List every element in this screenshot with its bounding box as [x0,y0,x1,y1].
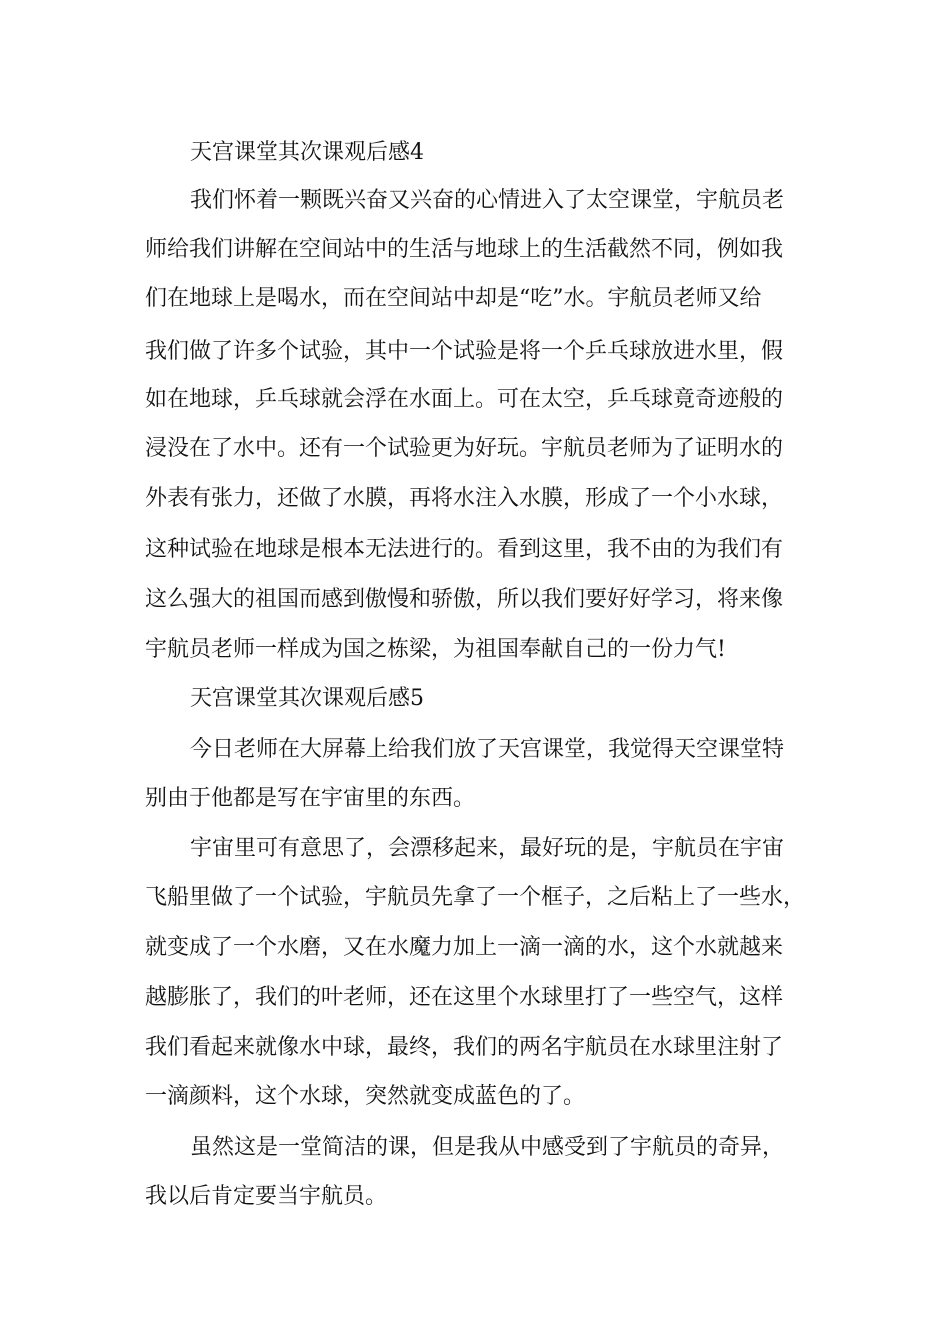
text-line: 我们怀着一颗既兴奋又兴奋的心情进入了太空课堂，宇航员老 [190,188,785,213]
text-line: 今日老师在大屏幕上给我们放了天宫课堂，我觉得天空课堂特 [190,737,785,762]
text-line: 如在地球，乒乓球就会浮在水面上。可在太空，乒乓球竟奇迹般的 [145,387,784,412]
text-line: 浸没在了水中。还有一个试验更为好玩。宇航员老师为了证明水的 [145,436,784,461]
text-line: 这么强大的祖国而感到傲慢和骄傲，所以我们要好好学习，将来像 [145,587,784,612]
text-line: 我们做了许多个试验，其中一个试验是将一个乒乓球放进水里，假 [145,339,784,364]
text-line: 这种试验在地球是根本无法进行的。看到这里，我不由的为我们有 [145,537,784,562]
text-line: 我们看起来就像水中球，最终，我们的两名宇航员在水球里注射了 [145,1035,784,1060]
text-line: 们在地球上是喝水，而在空间站中却是“吃”水。宇航员老师又给 [145,286,762,311]
text-line: 宇宙里可有意思了，会漂移起来，最好玩的是，宇航员在宇宙 [190,836,785,861]
text-line: 宇航员老师一样成为国之栋梁，为祖国奉献自己的一份力气! [145,637,726,662]
text-line: 别由于他都是写在宇宙里的东西。 [145,786,476,811]
text-line: 飞船里做了一个试验，宇航员先拿了一个框子，之后粘上了一些水， [145,885,806,910]
text-line: 师给我们讲解在空间站中的生活与地球上的生活截然不同，例如我 [145,237,784,262]
text-line: 我以后肯定要当宇航员。 [145,1184,388,1209]
text-line: 越膨胀了，我们的叶老师，还在这里个水球里打了一些空气，这样 [145,985,784,1010]
text-line: 一滴颜料，这个水球，突然就变成蓝色的了。 [145,1084,586,1109]
section-heading-4: 天宫课堂其次课观后感4 [190,140,424,165]
text-line: 就变成了一个水磨，又在水魔力加上一滴一滴的水，这个水就越来 [145,935,784,960]
section-heading-5: 天宫课堂其次课观后感5 [190,686,424,711]
text-line: 虽然这是一堂简洁的课，但是我从中感受到了宇航员的奇异， [190,1135,785,1160]
text-line: 外表有张力，还做了水膜，再将水注入水膜，形成了一个小水球， [145,486,784,511]
